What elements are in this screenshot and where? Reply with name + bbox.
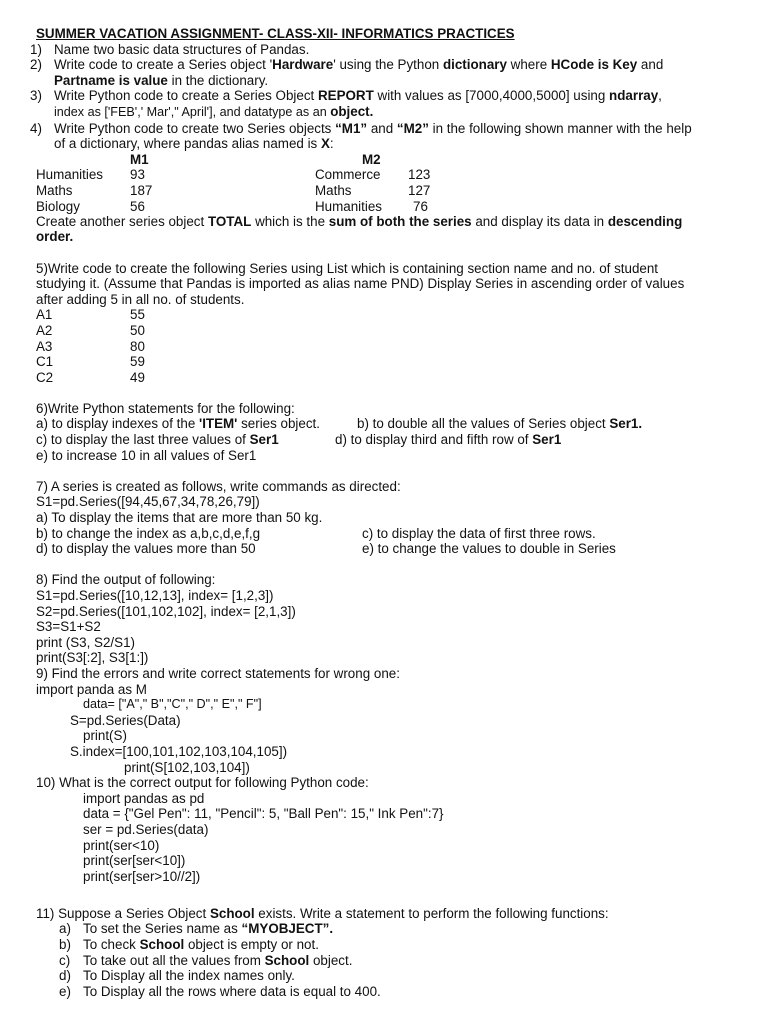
table-cell: A2 [36,322,53,338]
text-line [36,906,736,922]
bold-term: Ser1. [609,416,643,432]
text-run: object. [309,952,353,968]
text-run: To Display all the index names only. [83,968,295,984]
question-2 [30,57,736,88]
table-cell: Humanities [315,198,382,214]
text-run: and [637,57,664,73]
text-run: ' using the Python [333,57,443,73]
code-line: print(ser<10) [83,837,160,853]
bold-term: REPORT [317,88,374,104]
table-cell: C2 [36,369,54,385]
text-run: To set the Series name as [83,921,242,937]
table-row [36,354,736,370]
text-line: 10) What is the correct output for following Python code: [36,775,369,791]
table-cell: 80 [130,338,145,354]
text-run: a) to display indexes of the [36,416,200,432]
bold-term: order. [36,229,74,245]
text-line: 7) A series is created as follows, write commands as directed: [36,478,401,494]
text-line: 9) Find the errors and write correct statements for wrong one: [36,665,400,681]
table-cell: A1 [36,307,53,323]
question-7 [36,479,736,557]
text-run: , [658,88,662,104]
table-row [36,307,736,323]
text-run: c) to display the data of first three rows. [362,525,596,541]
bold-term: School [209,905,255,921]
text-run: exists. Write a statement to perform the following functions: [254,905,609,921]
code-line: print (S3, S2/S1) [36,634,135,650]
bold-term: Ser1 [532,432,562,448]
table-cell: 127 [408,182,431,198]
table-cell: 93 [130,167,145,183]
question-5 [36,261,736,386]
text-line [36,432,736,448]
text-run: with values as [7000,4000,5000] using [373,88,610,104]
question-3 [30,88,736,120]
text-run: e) to change the values to double in Series [362,541,616,557]
assignment-page [30,26,736,999]
bold-term: TOTAL [207,213,252,229]
code-line: import panda as M [36,681,147,697]
text-line [36,541,736,557]
question-number: 2) [30,57,42,73]
table-header-row [36,152,736,168]
bold-term: HCode is Key [550,57,638,73]
code-line: S1=pd.Series([94,45,67,34,78,26,79]) [36,494,260,510]
bold-term: descending [607,213,683,229]
question-10 [36,775,736,884]
code-line: S2=pd.Series([101,102,102], index= [2,1,3]) [36,603,296,619]
text-run: To check [83,937,140,953]
page-title: SUMMER VACATION ASSIGNMENT- CLASS-XII- INFORMATICS PRACTICES [36,26,515,41]
question-4 [30,120,736,152]
series-table [36,152,736,214]
question-text: Name two basic data structures of Pandas. [54,41,310,57]
table-cell: Commerce [315,167,381,183]
code-line: print(S3[:2], S3[1:]) [36,650,149,666]
table-cell: Biology [36,198,80,214]
list-marker: b) [59,937,71,953]
code-line: S1=pd.Series([10,12,13], index= [1,2,3]) [36,588,274,603]
code-line: print(ser[ser<10]) [83,853,186,869]
text-run: which is the [251,213,329,229]
text-line: 5)Write code to create the following Series using List which is containing section name and no. of student [36,260,659,276]
text-line: 8) Find the output of following: [36,572,216,588]
text-run: Write Python code to create a Series Object [54,88,318,104]
text-line: 6)Write Python statements for the following: [36,400,295,416]
code-line: print(ser[ser>10//2]) [83,868,201,884]
list-item [36,984,736,1000]
text-line: studying it. (Assume that Pandas is imported as alias name PND) Display Series in ascending order of values [36,276,685,292]
table-cell: 187 [130,182,153,198]
text-line [36,526,736,542]
text-line: a) To display the items that are more than 50 kg. [36,510,323,526]
list-item [36,921,736,937]
bold-term: X [320,136,330,152]
bold-term: “M2” [396,120,429,136]
text-run: in the following shown manner with the help [428,120,692,136]
question-number: 1) [30,41,42,57]
text-run: Create another series object [36,213,208,229]
table-cell: Humanities [36,167,103,183]
code-line: S=pd.Series(Data) [70,712,181,728]
code-line: import pandas as pd [83,790,205,806]
bold-term: Partname is value [54,72,168,88]
code-line: S3=S1+S2 [36,619,101,635]
question-4-continuation [36,214,736,245]
text-run: 11) Suppose a Series Object [36,905,210,921]
list-marker: e) [59,983,71,999]
column-header: M2 [362,151,381,167]
question-9 [36,666,736,775]
text-line [36,416,736,432]
question-1 [30,41,736,58]
bold-term: sum of both the series [328,213,472,229]
table-cell: 76 [413,198,428,214]
table-row [36,167,736,183]
bold-term: Hardware [272,57,334,73]
bold-term: School [139,937,185,953]
table-cell: 123 [408,167,431,183]
text-line: after adding 5 in all no. of students. [36,291,245,307]
bold-term: “MYOBJECT”. [241,921,334,937]
text-run: where [506,57,551,73]
bold-term: Ser1 [249,432,279,448]
text-run: Write Python code to create two Series objects [54,120,336,136]
table-cell: 56 [130,198,145,214]
code-line: print(S[102,103,104]) [124,759,250,775]
list-marker: c) [59,952,71,968]
table-cell: Maths [315,182,352,198]
question-11 [36,906,736,1000]
text-run: d) to display third and fifth row of [335,432,533,448]
table-cell: A3 [36,338,53,354]
text-run: To take out all the values from [83,952,265,968]
column-header: M1 [130,151,149,167]
code-line: ser = pd.Series(data) [83,821,209,837]
list-marker: a) [59,921,71,937]
table-row [36,370,736,386]
bold-term: “M1” [335,120,368,136]
list-item [36,953,736,969]
text-run: object is empty or not. [184,937,319,953]
text-run: b) to change the index as a,b,c,d,e,f,g [36,525,261,541]
list-item [36,968,736,984]
table-cell: 55 [130,307,145,323]
text-run: c) to display the last three values of [36,432,250,448]
text-run: and [367,120,397,136]
text-run: and display its data in [471,213,608,229]
text-run: b) to double all the values of Series object [357,416,610,432]
list-item [36,937,736,953]
text-run: in the dictionary. [167,72,269,88]
bold-term: ndarray [609,88,659,104]
bold-term: object. [330,103,374,119]
text-run: d) to display the values more than 50 [36,541,256,557]
question-number: 3) [30,88,42,104]
text-line: e) to increase 10 in all values of Ser1 [36,447,257,463]
text-run: index as ['FEB',' Mar'," April'], and datatype as an [54,104,331,119]
code-line: data = {"Gel Pen": 11, "Pencil": 5, "Ball Pen": 15," Ink Pen":7} [83,806,444,822]
code-line: print(S) [83,728,127,744]
table-cell: 59 [130,354,145,370]
code-line: data= ["A"," B","C"," D"," E"," F"] [83,697,262,712]
table-cell: 50 [130,322,145,338]
bold-term: 'ITEM' [199,416,238,432]
question-6 [36,401,736,463]
text-run: Write code to create a Series object ' [54,57,273,73]
text-run: : [329,136,334,152]
table-row [36,199,736,215]
table-row [36,339,736,355]
bold-term: dictionary [442,57,507,73]
table-cell: 49 [130,369,145,385]
text-run: To Display all the rows where data is equal to 400. [83,983,381,999]
question-8 [36,572,736,666]
table-row [36,323,736,339]
table-row [36,183,736,199]
text-run: of a dictionary, where pandas alias named is [54,136,321,152]
list-marker: d) [59,968,71,984]
question-number: 4) [30,120,42,136]
code-line: S.index=[100,101,102,103,104,105]) [70,743,288,759]
table-cell: Maths [36,182,73,198]
table-cell: C1 [36,354,54,370]
bold-term: School [264,952,310,968]
text-run: series object. [237,416,320,432]
